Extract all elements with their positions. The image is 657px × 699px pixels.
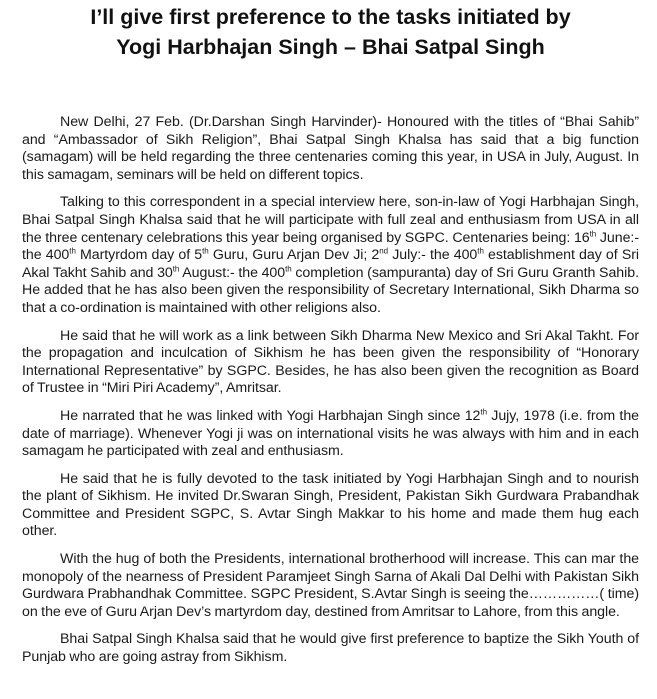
text-segment: Talking to this correspondent in a special interview here, son-in-law of Yogi Harbhajan Singh, Bhai Satpal Singh Khalsa said that he will participate with full zeal and enthusiasm from USA in all the three centenary celebrations this year being organised by SGPC. Centenaries being: 16 [22, 194, 639, 246]
headline-line-1: I’ll give first preference to the tasks initiated by [90, 5, 571, 29]
superscript: th [172, 264, 180, 274]
paragraph-4 [22, 408, 639, 461]
text-segment: Martyrdom day of 5 [75, 247, 203, 264]
superscript: th [285, 264, 292, 274]
text-segment: July:- the 400 [388, 247, 478, 264]
paragraph-6: With the hug of both the Presidents, international brotherhood will increase. This can mar the monopoly of the nearness of President Paramjeet Singh Sarna of Akali Dal Delhi with Pakistan Sikh Gurdwara Prabhandhak Committee. SGPC President, S.Avtar Singh is seeing the……………( time) on the eve of Guru Arjan Dev’s martyrdom day, destined from Amritsar to Lahore, from this angle. [22, 551, 639, 620]
headline [22, 2, 639, 62]
text-segment: August:- the 400 [179, 264, 286, 281]
paragraph-5: He said that he is fully devoted to the task initiated by Yogi Harbhajan Singh and to nourish the plant of Sikhism. He invited Dr.Swaran Singh, President, Pakistan Sikh Gurdwara Prabandhak Committee and President SGPC, S. Avtar Singh Makkar to his home and made them hug each other. [22, 470, 639, 540]
article-body [22, 114, 639, 667]
superscript: th [480, 407, 487, 417]
paragraph-7: Bhai Satpal Singh Khalsa said that he would give first preference to baptize the Sikh Youth of Punjab who are going astray from Sikhism. [22, 631, 639, 666]
document-page [22, 0, 639, 677]
superscript: th [202, 246, 209, 256]
text-segment: completion (sampuranta) day of Sri Guru Granth Sahib. He added that he has also been given the responsibility of Secretary International, Sikh Dharma so that a co-ordination is maintained with other religions also. [22, 264, 639, 316]
superscript: th [477, 246, 484, 256]
paragraph-3: He said that he will work as a link between Sikh Dharma New Mexico and Sri Akal Takht. For the propagation and inculcation of Sikhism he has been given the responsibility of “Honorary International Representative” by SGPC. Besides, he has also been given the recognition as Board of Trustee in “Miri Piri Academy”, Amritsar. [22, 327, 639, 397]
superscript: nd [379, 246, 389, 256]
superscript: th [589, 228, 597, 238]
superscript: th [69, 246, 76, 256]
text-segment: establishment day of Sri Akal Takht Sahib and 30 [22, 247, 640, 281]
paragraph-2 [22, 194, 639, 317]
text-segment: He narrated that he was linked with Yogi Harbhajan Singh since 12 [60, 407, 481, 424]
text-segment: Guru, Guru Arjan Dev Ji; 2 [208, 247, 380, 264]
text-segment: Jujy, 1978 (i.e. from the date of marriage). Whenever Yogi ji was on international visits he was always with him and in each samagam he participated with zeal and enthusiasm. [22, 407, 639, 460]
text-segment: June:- the 400 [22, 229, 639, 264]
headline-line-2: Yogi Harbhajan Singh – Bhai Satpal Singh [116, 35, 545, 59]
paragraph-1: New Delhi, 27 Feb. (Dr.Darshan Singh Harvinder)- Honoured with the titles of “Bhai Sahib” and “Ambassador of Sikh Religion”, Bhai Satpal Singh Khalsa has said that a big function (samagam) will be held regarding the three centenaries coming this year, in USA in July, August. In this samagam, seminars will be held on different topics. [22, 114, 639, 183]
